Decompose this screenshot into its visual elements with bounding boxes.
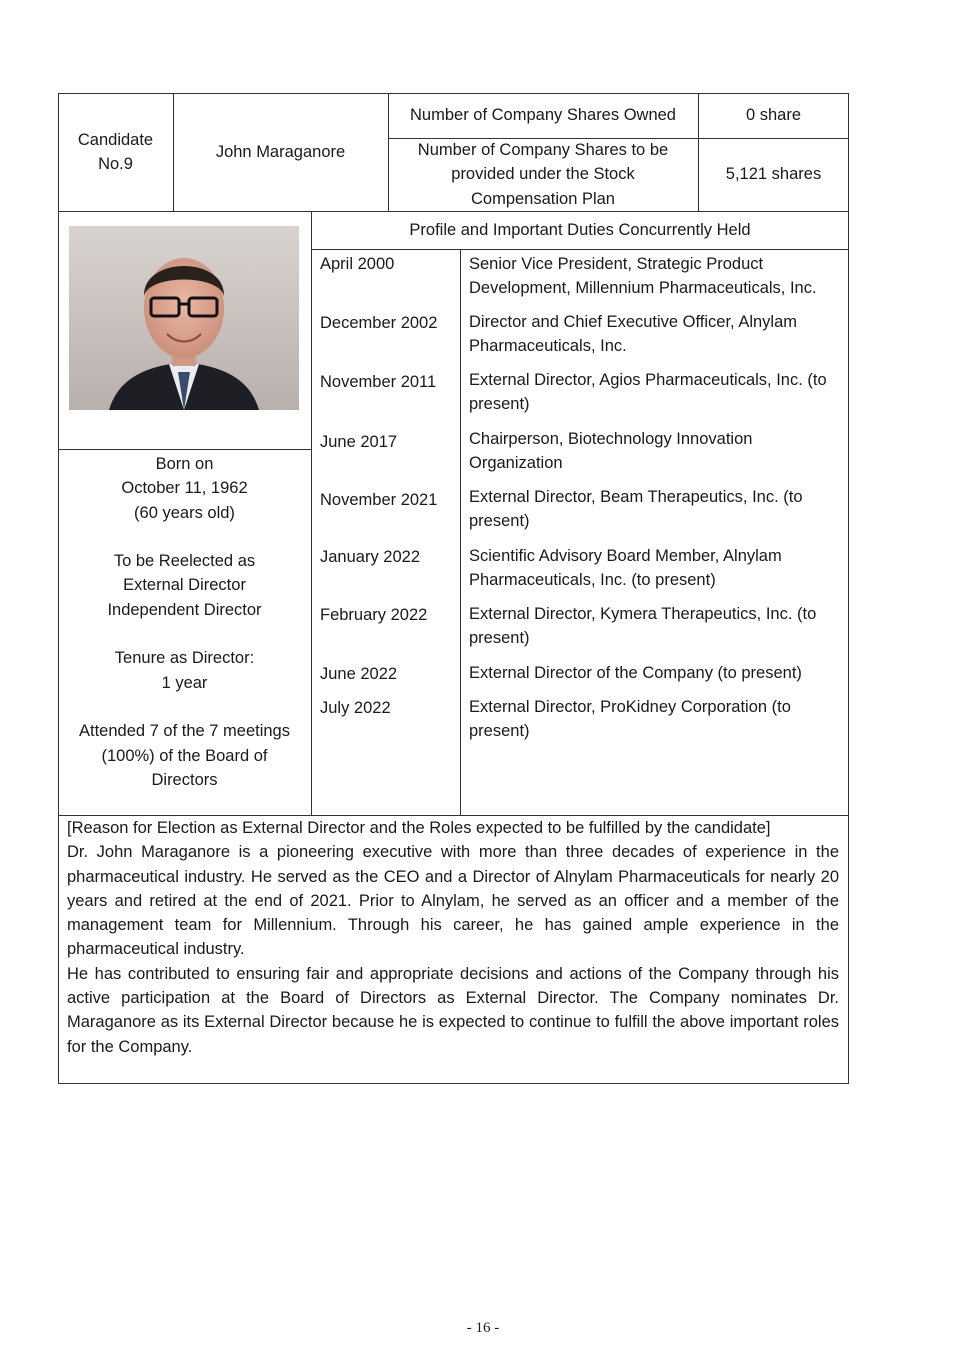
profile-date: February 2022 — [320, 606, 428, 624]
profile-date: November 2021 — [320, 491, 438, 509]
candidate-name: John Maraganore — [215, 142, 346, 161]
profile-desc: Scientific Advisory Board Member, Alnylam Pharmaceuticals, Inc. (to present) — [469, 547, 782, 590]
page-number: - 16 - — [466, 1320, 500, 1336]
reason-paragraph-2: He has contributed to ensuring fair and appropriate decisions and actions of the Company through his active participation at the Board of Directors as External Director. The Company nominates Dr. Maraganore as its External Director because he is expected to continue to fulfill the above important roles for the Company. — [67, 964, 839, 1056]
tenure-value: 1 year — [161, 673, 208, 692]
profile-date: January 2022 — [320, 548, 420, 566]
profile-date: April 2000 — [320, 255, 395, 273]
tenure-label: Tenure as Director: — [114, 649, 255, 668]
born-date: October 11, 1962 — [121, 479, 248, 498]
profile-desc: Senior Vice President, Strategic Product Development, Millennium Pharmaceuticals, Inc. — [469, 255, 817, 298]
profile-heading-divider — [311, 249, 849, 250]
independence-status: Independent Director — [107, 600, 262, 619]
age: (60 years old) — [134, 503, 235, 522]
profile-desc: External Director, Beam Therapeutics, Inc. (to present) — [469, 488, 803, 531]
profile-date: June 2017 — [320, 433, 398, 451]
shares-plan-label: Number of Company Shares to be provided under the Stock Compensation Plan — [417, 141, 669, 208]
left-col-divider — [311, 211, 312, 815]
profile-desc: External Director of the Company (to present) — [469, 664, 802, 682]
photo-divider — [58, 449, 311, 450]
profile-date: July 2022 — [320, 699, 391, 717]
profile-desc: External Director, Agios Pharmaceuticals, Inc. (to present) — [469, 371, 827, 414]
born-label: Born on — [155, 455, 214, 473]
profile-date: June 2022 — [320, 665, 398, 683]
profile-desc: Chairperson, Biotechnology Innovation Organization — [469, 430, 753, 473]
profile-date: December 2002 — [320, 314, 438, 332]
profile-heading: Profile and Important Duties Concurrently Held — [409, 220, 751, 239]
candidate-photo — [69, 226, 299, 410]
election-reason — [67, 816, 839, 1059]
candidate-info — [58, 452, 311, 792]
shares-owned-label: Number of Company Shares Owned — [410, 106, 676, 125]
profile-desc: External Director, Kymera Therapeutics, Inc. (to present) — [469, 605, 817, 648]
shares-owned-value: 0 share — [745, 106, 802, 125]
profile-desc: External Director, ProKidney Corporation (to present) — [469, 698, 791, 741]
shares-plan-value: 5,121 shares — [725, 165, 822, 184]
profile-date: November 2011 — [320, 373, 437, 391]
date-col-divider — [460, 249, 461, 815]
reason-heading: [Reason for Election as External Director and the Roles expected to be fulfilled by the candidate] — [67, 819, 771, 837]
board-attendance: Attended 7 of the 7 meetings (100%) of the Board of Directors — [79, 722, 290, 789]
candidate-number: Candidate No.9 — [77, 130, 154, 173]
reason-paragraph-1: Dr. John Maraganore is a pioneering executive with more than three decades of experience in the pharmaceutical industry. He served as the CEO and a Director of Alnylam Pharmaceuticals for nearly 20 years and retired at the end of 2021. Prior to Alnylam, he served as an officer and a member of the management team for Millennium. Through his career, he has gained ample experience in the pharmaceutical industry. — [67, 843, 839, 959]
reelection-role: External Director — [123, 576, 246, 595]
profile-desc: Director and Chief Executive Officer, Alnylam Pharmaceuticals, Inc. — [469, 313, 798, 356]
reelection-status: To be Reelected as — [113, 552, 256, 571]
